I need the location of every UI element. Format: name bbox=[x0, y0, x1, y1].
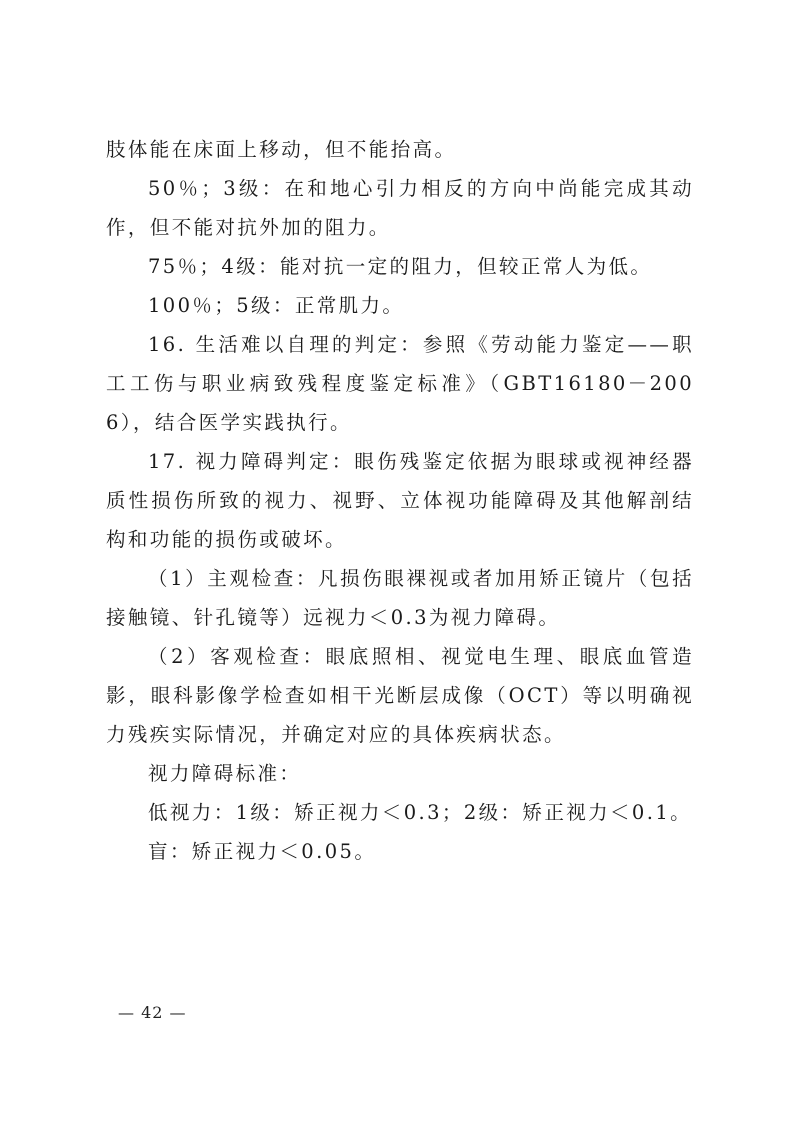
paragraph-subjective-exam: （1）主观检查：凡损伤眼裸视或者加用矫正镜片（包括接触镜、针孔镜等）远视力＜0.3为视力障碍。 bbox=[106, 567, 694, 629]
paragraph-item-17: 17. 视力障碍判定：眼伤残鉴定依据为眼球或视神经器质性损伤所致的视力、视野、立体视功能障碍及其他解剖结构和功能的损伤或破坏。 bbox=[106, 450, 694, 551]
body-text bbox=[106, 130, 694, 871]
page-number: — 42 — bbox=[118, 1003, 187, 1022]
paragraph-muscle-grade-5: 100％；5级：正常肌力。 bbox=[148, 294, 405, 317]
paragraph-item-16: 16. 生活难以自理的判定：参照《劳动能力鉴定——职工工伤与职业病致残程度鉴定标准》（GBT16180－2006），结合医学实践执行。 bbox=[106, 333, 694, 434]
paragraph-low-vision: 低视力：1级：矫正视力＜0.3；2级：矫正视力＜0.1。 bbox=[148, 801, 693, 824]
paragraph-muscle-grade-4: 75％；4级：能对抗一定的阻力，但较正常人为低。 bbox=[148, 255, 653, 278]
paragraph-vision-standard-heading: 视力障碍标准： bbox=[148, 762, 302, 785]
paragraph-continuation: 肢体能在床面上移动，但不能抬高。 bbox=[106, 138, 457, 161]
paragraph-blindness: 盲：矫正视力＜0.05。 bbox=[148, 840, 377, 863]
paragraph-muscle-grade-3: 50％；3级：在和地心引力相反的方向中尚能完成其动作，但不能对抗外加的阻力。 bbox=[106, 177, 694, 239]
paragraph-objective-exam: （2）客观检查：眼底照相、视觉电生理、眼底血管造影，眼科影像学检查如相干光断层成像（OCT）等以明确视力残疾实际情况，并确定对应的具体疾病状态。 bbox=[106, 645, 694, 746]
